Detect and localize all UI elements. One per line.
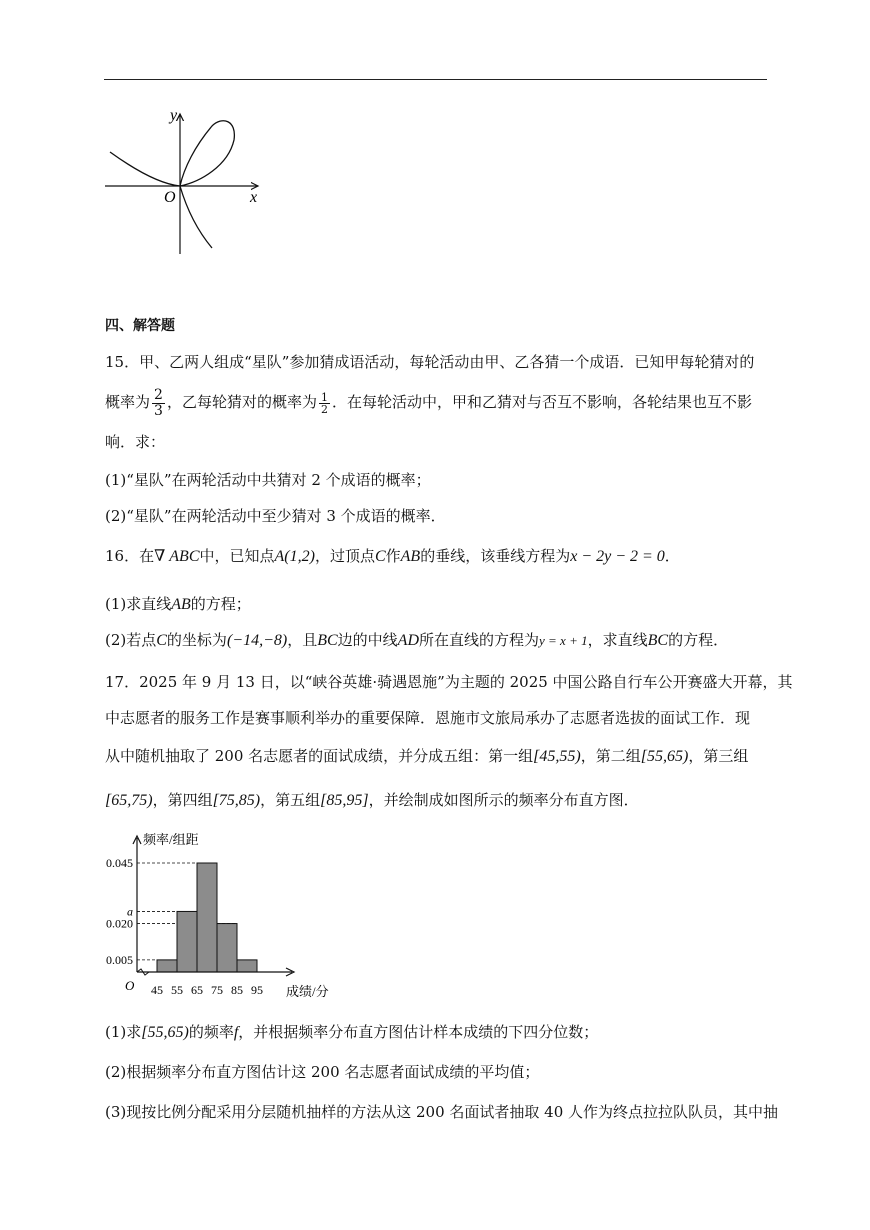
section-title: 四、解答题	[105, 318, 175, 334]
origin-label: O	[164, 189, 176, 206]
header-rule	[104, 79, 767, 80]
q15-line1: 15．甲、乙两人组成“星队”参加猜成语活动，每轮活动由甲、乙各猜一个成语．已知甲每轮猜对的	[105, 353, 755, 371]
hist-y-tick-label: 0.020	[106, 916, 133, 931]
q17-line4: [65,75)，第四组[75,85)，第五组[85,95]，并绘制成如图所示的频率分布直方图．	[105, 791, 639, 809]
q15-part1: (1)“星队”在两轮活动中共猜对 2 个成语的概率；	[105, 471, 431, 489]
q15-line3: 响．求：	[105, 433, 166, 451]
hist-x-tick-label: 85	[231, 983, 243, 997]
hist-bar	[157, 960, 177, 972]
q17-part3: (3)现按比例分配采用分层随机抽样的方法从这 200 名面试者抽取 40 人作为终点拉拉队队员，其中抽	[105, 1103, 779, 1121]
hist-bar	[177, 911, 197, 972]
hist-y-tick-label: 0.045	[106, 856, 133, 870]
hist-x-tick-label: 75	[211, 983, 223, 997]
q17-line3: 从中随机抽取了 200 名志愿者的面试成绩，并分成五组：第一组[45,55)，第二组[55,65)，第三组	[105, 747, 749, 765]
q15-part2: (2)“星队”在两轮活动中至少猜对 3 个成语的概率．	[105, 507, 446, 525]
q17-part2: (2)根据频率分布直方图估计这 200 名志愿者面试成绩的平均值；	[105, 1063, 540, 1081]
hist-bar	[217, 924, 237, 972]
q16-part2: (2)若点C的坐标为(−14,−8)，且BC边的中线AD所在直线的方程为y = x + 1，求直线BC的方程．	[105, 631, 729, 649]
hist-y-tick-label: a	[127, 904, 133, 919]
hist-bar	[197, 863, 217, 972]
hist-origin-label: O	[125, 978, 135, 993]
x-axis-label: x	[250, 189, 258, 206]
frequency-histogram	[98, 826, 338, 1004]
hist-x-tick-label: 45	[151, 983, 163, 997]
y-axis-label: y	[170, 107, 178, 124]
hist-x-tick-label: 55	[171, 983, 183, 997]
q16-line1: 16．在∇ ABC中，已知点A(1,2)，过顶点C作AB的垂线，该垂线方程为x − 2y − 2 = 0．	[105, 547, 680, 565]
hist-y-label: 频率/组距	[143, 832, 199, 847]
hist-x-label: 成绩/分	[286, 984, 329, 999]
hist-bar	[237, 960, 257, 972]
fraction-two-thirds: $\frac{2}{3}$	[154, 386, 163, 419]
q17-part1: (1)求[55,65)的频率f，并根据频率分布直方图估计样本成绩的下四分位数；	[105, 1023, 599, 1041]
hist-y-tick-label: 0.005	[106, 952, 133, 967]
q16-part1: (1)求直线AB的方程；	[105, 595, 251, 613]
curve	[110, 121, 234, 248]
fraction-one-half: $\frac{1}{2}$	[320, 390, 328, 416]
hist-x-tick-label: 95	[251, 983, 263, 997]
q17-line1: 17．2025 年 9 月 13 日，以“峡谷英雄·骑遇恩施”为主题的 2025 中国公路自行车公开赛盛大开幕，其	[105, 673, 793, 691]
q15-line2: 概率为 $\frac{2}{3}$ ，乙每轮猜对的概率为 $\frac{1}{2}$ ．在每轮活动中，甲和乙猜对与否互不影响，各轮结果也互不影	[105, 386, 752, 419]
hist-x-tick-label: 65	[191, 983, 203, 997]
q17-line2: 中志愿者的服务工作是赛事顺利举办的重要保障．恩施市文旅局承办了志愿者选拔的面试工作．现	[105, 709, 751, 727]
curve-figure	[100, 102, 270, 260]
